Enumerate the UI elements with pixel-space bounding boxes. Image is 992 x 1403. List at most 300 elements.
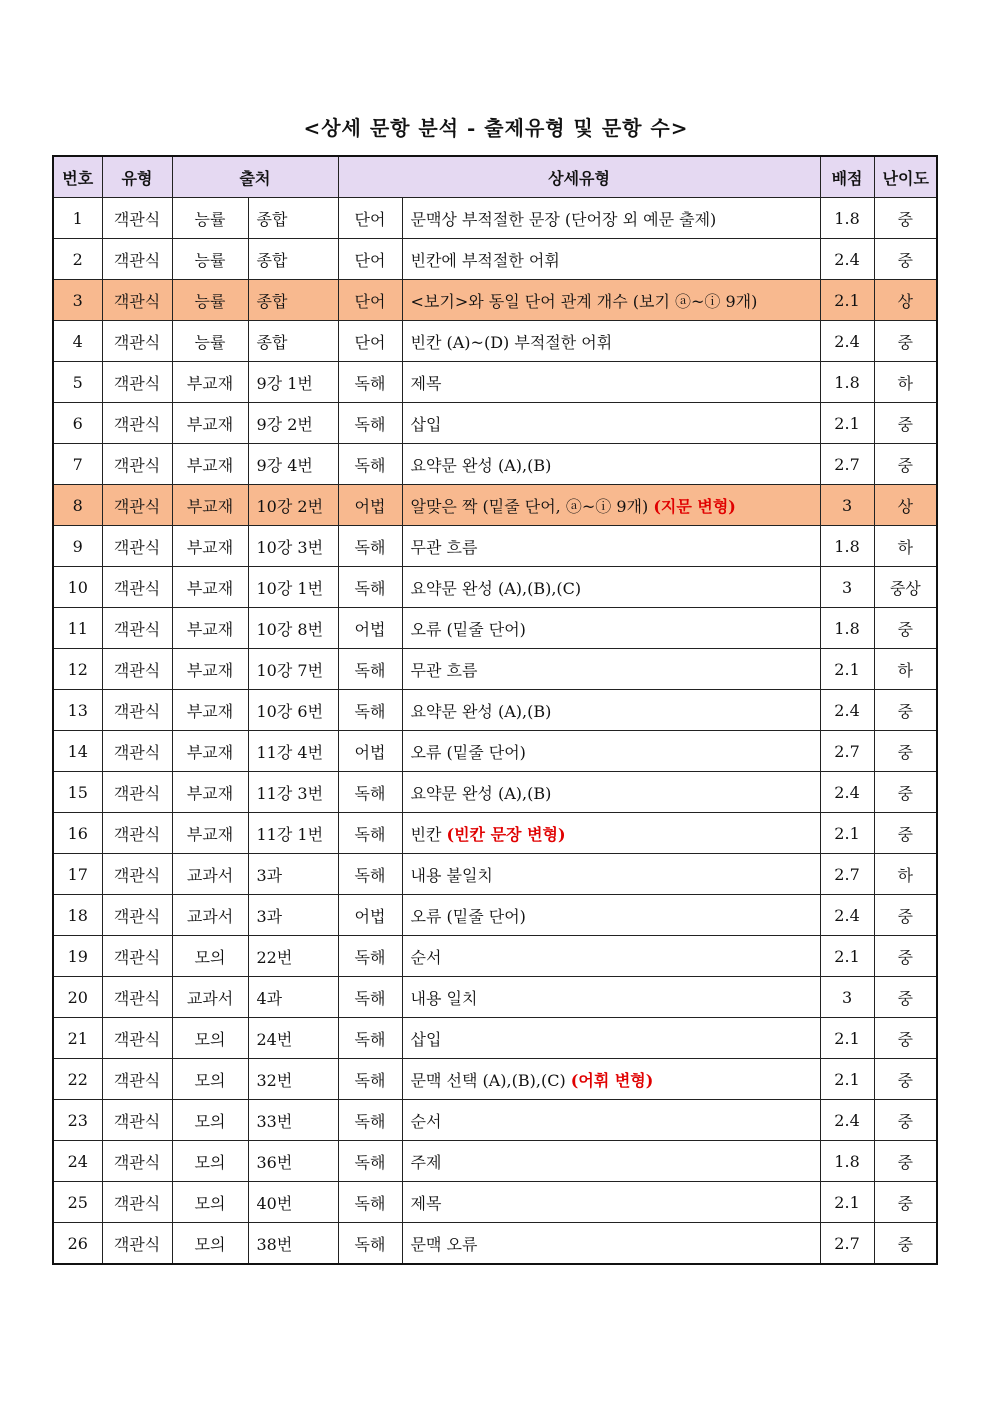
cell-source-book-text: 부교재 bbox=[186, 742, 234, 762]
table-row bbox=[53, 485, 937, 526]
cell-score bbox=[820, 1059, 874, 1100]
cell-source-book-text: 능률 bbox=[194, 332, 226, 352]
cell-source-book-text: 교과서 bbox=[186, 988, 234, 1008]
cell-score-text: 3 bbox=[841, 987, 853, 1007]
cell-description-text: 삽입 bbox=[410, 414, 442, 434]
cell-difficulty-text: 하 bbox=[897, 373, 914, 393]
cell-source-unit-text: 11강 3번 bbox=[256, 783, 324, 803]
table-row bbox=[53, 731, 937, 772]
cell-source-unit-text: 10강 3번 bbox=[256, 537, 324, 557]
cell-source-book bbox=[172, 895, 248, 936]
cell-source-unit-text: 11강 1번 bbox=[256, 824, 324, 844]
cell-no bbox=[53, 977, 102, 1018]
cell-category-text: 독해 bbox=[354, 1111, 386, 1131]
table-row bbox=[53, 403, 937, 444]
table-row bbox=[53, 1059, 937, 1100]
cell-difficulty-text: 중 bbox=[897, 701, 914, 721]
cell-source-unit bbox=[248, 444, 338, 485]
cell-source-book-text: 모의 bbox=[194, 1152, 226, 1172]
cell-type bbox=[102, 1018, 172, 1059]
cell-type-text: 객관식 bbox=[113, 660, 161, 680]
cell-difficulty-text: 중 bbox=[897, 209, 914, 229]
cell-category bbox=[338, 1182, 402, 1223]
cell-description-text: 오류 (밑줄 단어) bbox=[410, 742, 526, 762]
cell-description-text: 순서 bbox=[410, 1111, 442, 1131]
cell-source-book-text: 부교재 bbox=[186, 373, 234, 393]
header-row bbox=[53, 156, 937, 198]
cell-source-unit bbox=[248, 403, 338, 444]
cell-difficulty-text: 중 bbox=[897, 250, 914, 270]
cell-no bbox=[53, 854, 102, 895]
cell-source-unit bbox=[248, 198, 338, 239]
cell-score bbox=[820, 854, 874, 895]
cell-type bbox=[102, 1182, 172, 1223]
cell-description bbox=[402, 854, 820, 895]
cell-source-book bbox=[172, 1182, 248, 1223]
cell-source-unit bbox=[248, 362, 338, 403]
cell-category bbox=[338, 895, 402, 936]
cell-no-text: 15 bbox=[67, 782, 88, 802]
cell-no-text: 16 bbox=[67, 823, 88, 843]
cell-difficulty-text: 중 bbox=[897, 619, 914, 639]
cell-no bbox=[53, 772, 102, 813]
cell-score-text: 2.1 bbox=[834, 1192, 860, 1212]
cell-source-unit-text: 3과 bbox=[256, 865, 283, 885]
cell-source-book-text: 부교재 bbox=[186, 619, 234, 639]
cell-category-text: 독해 bbox=[354, 1234, 386, 1254]
cell-category bbox=[338, 936, 402, 977]
cell-source-unit bbox=[248, 1223, 338, 1265]
cell-source-book bbox=[172, 608, 248, 649]
cell-type bbox=[102, 485, 172, 526]
cell-source-unit-text: 10강 7번 bbox=[256, 660, 324, 680]
cell-score-text: 1.8 bbox=[834, 536, 860, 556]
cell-difficulty bbox=[874, 608, 937, 649]
cell-no-text: 7 bbox=[72, 454, 83, 474]
cell-category bbox=[338, 731, 402, 772]
cell-no-text: 20 bbox=[67, 987, 88, 1007]
table-row bbox=[53, 1182, 937, 1223]
cell-category-text: 독해 bbox=[354, 1029, 386, 1049]
cell-difficulty bbox=[874, 977, 937, 1018]
cell-score-text: 2.4 bbox=[834, 700, 860, 720]
cell-source-unit bbox=[248, 813, 338, 854]
cell-description-text: 오류 (밑줄 단어) bbox=[410, 619, 526, 639]
cell-source-book-text: 모의 bbox=[194, 1234, 226, 1254]
cell-score-text: 1.8 bbox=[834, 1151, 860, 1171]
cell-no-text: 23 bbox=[67, 1110, 88, 1130]
cell-type bbox=[102, 444, 172, 485]
cell-source-book-text: 부교재 bbox=[186, 455, 234, 475]
cell-source-book-text: 모의 bbox=[194, 1111, 226, 1131]
cell-description bbox=[402, 239, 820, 280]
cell-source-unit bbox=[248, 608, 338, 649]
cell-type-text: 객관식 bbox=[113, 742, 161, 762]
cell-source-book bbox=[172, 731, 248, 772]
cell-score bbox=[820, 608, 874, 649]
cell-category bbox=[338, 1059, 402, 1100]
table-row bbox=[53, 1141, 937, 1182]
cell-category-text: 어법 bbox=[354, 496, 386, 516]
cell-score-text: 2.1 bbox=[834, 1028, 860, 1048]
cell-no bbox=[53, 1059, 102, 1100]
cell-difficulty bbox=[874, 362, 937, 403]
cell-source-book-text: 부교재 bbox=[186, 537, 234, 557]
table-row bbox=[53, 1223, 937, 1265]
cell-category bbox=[338, 526, 402, 567]
cell-type-text: 객관식 bbox=[113, 250, 161, 270]
cell-score-text: 2.7 bbox=[834, 741, 860, 761]
cell-source-book-text: 교과서 bbox=[186, 906, 234, 926]
table-row bbox=[53, 567, 937, 608]
variation-note: (어휘 변형) bbox=[570, 1070, 654, 1090]
cell-no bbox=[53, 567, 102, 608]
cell-description bbox=[402, 362, 820, 403]
cell-description bbox=[402, 977, 820, 1018]
cell-source-unit bbox=[248, 690, 338, 731]
cell-source-book-text: 부교재 bbox=[186, 578, 234, 598]
cell-description bbox=[402, 772, 820, 813]
cell-type bbox=[102, 403, 172, 444]
cell-source-unit-text: 10강 1번 bbox=[256, 578, 324, 598]
cell-source-book bbox=[172, 362, 248, 403]
cell-source-book-text: 부교재 bbox=[186, 414, 234, 434]
cell-source-unit bbox=[248, 1182, 338, 1223]
cell-no-text: 12 bbox=[67, 659, 88, 679]
cell-difficulty-text: 중 bbox=[897, 1193, 914, 1213]
cell-score bbox=[820, 772, 874, 813]
cell-source-book bbox=[172, 690, 248, 731]
cell-score bbox=[820, 813, 874, 854]
cell-score bbox=[820, 977, 874, 1018]
cell-type-text: 객관식 bbox=[113, 578, 161, 598]
cell-difficulty-text: 중 bbox=[897, 824, 914, 844]
cell-difficulty bbox=[874, 485, 937, 526]
cell-source-book-text: 능률 bbox=[194, 209, 226, 229]
cell-no-text: 21 bbox=[67, 1028, 88, 1048]
cell-score bbox=[820, 567, 874, 608]
cell-description bbox=[402, 444, 820, 485]
cell-source-unit-text: 32번 bbox=[256, 1070, 293, 1090]
cell-score bbox=[820, 1141, 874, 1182]
cell-source-unit-text: 33번 bbox=[256, 1111, 293, 1131]
cell-source-unit bbox=[248, 1059, 338, 1100]
cell-category bbox=[338, 444, 402, 485]
cell-type-text: 객관식 bbox=[113, 414, 161, 434]
cell-no-text: 11 bbox=[67, 618, 88, 638]
table-row bbox=[53, 690, 937, 731]
cell-difficulty-text: 중 bbox=[897, 1029, 914, 1049]
cell-source-book-text: 부교재 bbox=[186, 496, 234, 516]
cell-type bbox=[102, 362, 172, 403]
cell-difficulty bbox=[874, 731, 937, 772]
cell-description-text: 내용 불일치 bbox=[410, 865, 493, 885]
cell-description-text: 주제 bbox=[410, 1152, 442, 1172]
cell-difficulty-text: 중 bbox=[897, 988, 914, 1008]
cell-source-book bbox=[172, 1223, 248, 1265]
cell-source-book-text: 부교재 bbox=[186, 824, 234, 844]
variation-note: (빈칸 문장 변형) bbox=[446, 824, 566, 844]
cell-description-text: 문맥 오류 bbox=[410, 1234, 478, 1254]
cell-description bbox=[402, 731, 820, 772]
cell-category bbox=[338, 649, 402, 690]
cell-score bbox=[820, 1100, 874, 1141]
cell-difficulty bbox=[874, 1182, 937, 1223]
cell-no bbox=[53, 444, 102, 485]
cell-source-unit-text: 40번 bbox=[256, 1193, 293, 1213]
cell-no bbox=[53, 608, 102, 649]
cell-score bbox=[820, 690, 874, 731]
cell-no-text: 25 bbox=[67, 1192, 88, 1212]
cell-source-unit bbox=[248, 239, 338, 280]
cell-score-text: 1.8 bbox=[834, 208, 860, 228]
cell-no-text: 6 bbox=[72, 413, 83, 433]
cell-score bbox=[820, 403, 874, 444]
cell-source-book-text: 교과서 bbox=[186, 865, 234, 885]
cell-type bbox=[102, 1059, 172, 1100]
cell-source-unit bbox=[248, 526, 338, 567]
cell-score-text: 2.4 bbox=[834, 331, 860, 351]
cell-no-text: 1 bbox=[72, 208, 83, 228]
cell-no bbox=[53, 321, 102, 362]
cell-category bbox=[338, 772, 402, 813]
cell-source-unit bbox=[248, 485, 338, 526]
table-row bbox=[53, 1100, 937, 1141]
cell-no-text: 3 bbox=[72, 290, 83, 310]
cell-no-text: 8 bbox=[72, 495, 83, 515]
cell-category-text: 독해 bbox=[354, 1070, 386, 1090]
cell-difficulty-text: 중 bbox=[897, 1234, 914, 1254]
header-score: 배점 bbox=[820, 156, 874, 198]
cell-type bbox=[102, 854, 172, 895]
cell-score-text: 1.8 bbox=[834, 372, 860, 392]
table-row bbox=[53, 1018, 937, 1059]
cell-source-unit bbox=[248, 977, 338, 1018]
cell-no-text: 19 bbox=[67, 946, 88, 966]
cell-difficulty bbox=[874, 936, 937, 977]
cell-source-unit-text: 종합 bbox=[256, 250, 288, 270]
cell-source-book bbox=[172, 936, 248, 977]
cell-no-text: 22 bbox=[67, 1069, 88, 1089]
cell-source-book-text: 부교재 bbox=[186, 783, 234, 803]
cell-category-text: 독해 bbox=[354, 701, 386, 721]
cell-source-book bbox=[172, 239, 248, 280]
cell-difficulty-text: 중 bbox=[897, 1152, 914, 1172]
cell-difficulty bbox=[874, 403, 937, 444]
cell-category bbox=[338, 403, 402, 444]
cell-type-text: 객관식 bbox=[113, 988, 161, 1008]
cell-difficulty bbox=[874, 280, 937, 321]
cell-type bbox=[102, 239, 172, 280]
cell-category-text: 단어 bbox=[354, 250, 386, 270]
cell-source-book-text: 능률 bbox=[194, 250, 226, 270]
cell-source-book-text: 능률 bbox=[194, 291, 226, 311]
cell-description-text: 무관 흐름 bbox=[410, 660, 478, 680]
cell-description bbox=[402, 403, 820, 444]
cell-description bbox=[402, 1182, 820, 1223]
cell-no-text: 14 bbox=[67, 741, 88, 761]
cell-type-text: 객관식 bbox=[113, 1111, 161, 1131]
cell-score bbox=[820, 731, 874, 772]
cell-source-book-text: 부교재 bbox=[186, 660, 234, 680]
cell-type-text: 객관식 bbox=[113, 619, 161, 639]
cell-category-text: 독해 bbox=[354, 865, 386, 885]
cell-type-text: 객관식 bbox=[113, 906, 161, 926]
table-row bbox=[53, 895, 937, 936]
header-difficulty: 난이도 bbox=[874, 156, 937, 198]
cell-category bbox=[338, 813, 402, 854]
cell-category bbox=[338, 198, 402, 239]
variation-note: (지문 변형) bbox=[653, 496, 736, 516]
cell-difficulty bbox=[874, 813, 937, 854]
cell-source-unit bbox=[248, 1100, 338, 1141]
cell-type-text: 객관식 bbox=[113, 1070, 161, 1090]
cell-difficulty bbox=[874, 321, 937, 362]
cell-no bbox=[53, 403, 102, 444]
cell-source-unit bbox=[248, 567, 338, 608]
cell-no bbox=[53, 1100, 102, 1141]
cell-description-text: 문맥 선택 (A),(B),(C) bbox=[410, 1070, 566, 1090]
table-body bbox=[53, 198, 937, 1265]
cell-difficulty bbox=[874, 1141, 937, 1182]
cell-type-text: 객관식 bbox=[113, 209, 161, 229]
cell-source-unit-text: 38번 bbox=[256, 1234, 293, 1254]
cell-score bbox=[820, 198, 874, 239]
cell-category-text: 독해 bbox=[354, 824, 386, 844]
cell-description-text: 빈칸 bbox=[410, 824, 442, 844]
cell-score-text: 2.1 bbox=[834, 659, 860, 679]
cell-category-text: 독해 bbox=[354, 455, 386, 475]
cell-type-text: 객관식 bbox=[113, 1193, 161, 1213]
cell-source-unit-text: 24번 bbox=[256, 1029, 293, 1049]
cell-difficulty bbox=[874, 198, 937, 239]
cell-score-text: 2.1 bbox=[834, 290, 860, 310]
table-row bbox=[53, 854, 937, 895]
cell-score-text: 2.1 bbox=[834, 413, 860, 433]
header-type: 유형 bbox=[102, 156, 172, 198]
cell-category bbox=[338, 690, 402, 731]
cell-category-text: 독해 bbox=[354, 660, 386, 680]
cell-description-text: 순서 bbox=[410, 947, 442, 967]
cell-type bbox=[102, 977, 172, 1018]
cell-category bbox=[338, 280, 402, 321]
cell-score-text: 2.1 bbox=[834, 946, 860, 966]
cell-no-text: 5 bbox=[72, 372, 83, 392]
cell-category bbox=[338, 485, 402, 526]
cell-source-unit-text: 11강 4번 bbox=[256, 742, 324, 762]
cell-description-text: 알맞은 짝 (밑줄 단어, ⓐ~ⓘ 9개) bbox=[410, 496, 649, 516]
cell-no bbox=[53, 936, 102, 977]
cell-source-unit-text: 종합 bbox=[256, 332, 288, 352]
cell-description-text: 제목 bbox=[410, 373, 442, 393]
cell-difficulty-text: 상 bbox=[897, 291, 914, 311]
table-row bbox=[53, 362, 937, 403]
cell-no-text: 24 bbox=[67, 1151, 88, 1171]
cell-difficulty-text: 하 bbox=[897, 537, 914, 557]
cell-source-book bbox=[172, 526, 248, 567]
cell-description-text: 요약문 완성 (A),(B) bbox=[410, 455, 552, 475]
cell-type-text: 객관식 bbox=[113, 496, 161, 516]
cell-score bbox=[820, 239, 874, 280]
cell-source-unit bbox=[248, 731, 338, 772]
cell-difficulty bbox=[874, 772, 937, 813]
cell-difficulty bbox=[874, 444, 937, 485]
table-row bbox=[53, 608, 937, 649]
cell-type-text: 객관식 bbox=[113, 1029, 161, 1049]
cell-difficulty bbox=[874, 1100, 937, 1141]
cell-description-text: 빈칸에 부적절한 어휘 bbox=[410, 250, 560, 270]
cell-score-text: 2.7 bbox=[834, 1233, 860, 1253]
cell-source-unit-text: 22번 bbox=[256, 947, 293, 967]
cell-no bbox=[53, 1018, 102, 1059]
cell-source-book bbox=[172, 854, 248, 895]
cell-source-book-text: 부교재 bbox=[186, 701, 234, 721]
cell-type bbox=[102, 772, 172, 813]
cell-category-text: 어법 bbox=[354, 742, 386, 762]
table-row bbox=[53, 936, 937, 977]
cell-type bbox=[102, 690, 172, 731]
cell-source-unit bbox=[248, 321, 338, 362]
cell-description-text: 요약문 완성 (A),(B) bbox=[410, 783, 552, 803]
cell-category bbox=[338, 321, 402, 362]
cell-category-text: 단어 bbox=[354, 291, 386, 311]
cell-source-unit bbox=[248, 1141, 338, 1182]
cell-source-unit-text: 36번 bbox=[256, 1152, 293, 1172]
cell-source-book-text: 모의 bbox=[194, 947, 226, 967]
cell-difficulty bbox=[874, 854, 937, 895]
cell-type bbox=[102, 649, 172, 690]
cell-score-text: 3 bbox=[841, 577, 853, 597]
cell-score bbox=[820, 936, 874, 977]
cell-score-text: 2.7 bbox=[834, 864, 860, 884]
cell-type bbox=[102, 1223, 172, 1265]
cell-score-text: 2.4 bbox=[834, 905, 860, 925]
cell-description-text: <보기>와 동일 단어 관계 개수 (보기 ⓐ~ⓘ 9개) bbox=[410, 291, 758, 311]
cell-no bbox=[53, 1141, 102, 1182]
cell-type bbox=[102, 321, 172, 362]
cell-score bbox=[820, 444, 874, 485]
cell-no-text: 26 bbox=[67, 1233, 88, 1253]
cell-description bbox=[402, 1100, 820, 1141]
cell-description-text: 빈칸 (A)~(D) 부적절한 어휘 bbox=[410, 332, 613, 352]
cell-description bbox=[402, 321, 820, 362]
cell-no bbox=[53, 895, 102, 936]
cell-source-unit-text: 9강 2번 bbox=[256, 414, 313, 434]
cell-source-book bbox=[172, 280, 248, 321]
cell-difficulty-text: 상 bbox=[897, 496, 914, 516]
cell-no-text: 13 bbox=[67, 700, 88, 720]
cell-no bbox=[53, 280, 102, 321]
cell-source-book bbox=[172, 321, 248, 362]
cell-description bbox=[402, 1059, 820, 1100]
cell-category-text: 독해 bbox=[354, 578, 386, 598]
cell-difficulty-text: 중 bbox=[897, 742, 914, 762]
cell-score-text: 2.4 bbox=[834, 249, 860, 269]
cell-category bbox=[338, 1018, 402, 1059]
cell-category bbox=[338, 239, 402, 280]
cell-difficulty-text: 중 bbox=[897, 1070, 914, 1090]
cell-score-text: 2.7 bbox=[834, 454, 860, 474]
cell-category-text: 독해 bbox=[354, 537, 386, 557]
cell-type-text: 객관식 bbox=[113, 455, 161, 475]
table-row bbox=[53, 813, 937, 854]
cell-description-text: 오류 (밑줄 단어) bbox=[410, 906, 526, 926]
cell-difficulty-text: 중상 bbox=[889, 578, 921, 598]
cell-description bbox=[402, 813, 820, 854]
cell-type-text: 객관식 bbox=[113, 947, 161, 967]
cell-source-unit-text: 종합 bbox=[256, 209, 288, 229]
cell-category-text: 단어 bbox=[354, 332, 386, 352]
